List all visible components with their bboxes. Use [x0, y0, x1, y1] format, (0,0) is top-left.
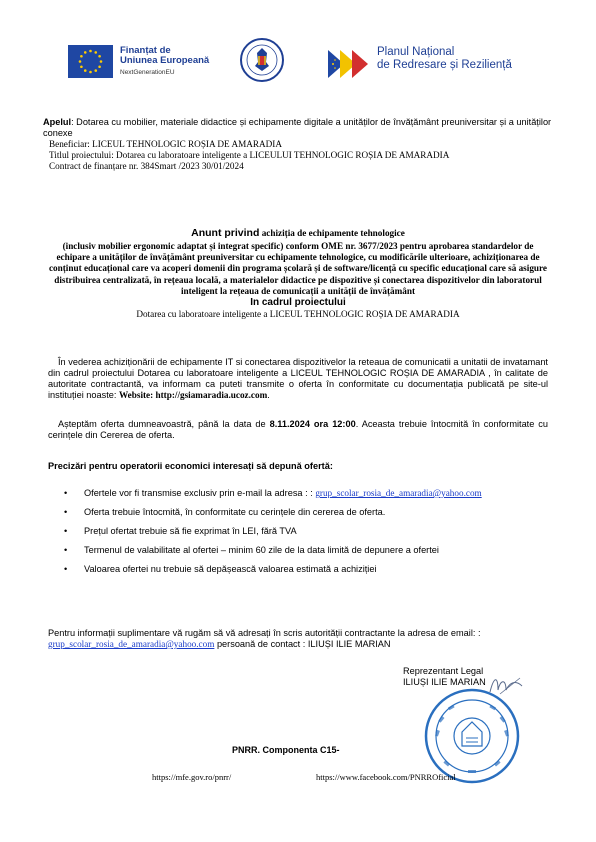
list-item	[64, 545, 544, 556]
signature-role: Reprezentant Legal	[403, 666, 484, 676]
list-item	[64, 488, 544, 499]
in-cadrul-heading: In cadrul proiectului	[250, 297, 346, 309]
list-item	[64, 526, 544, 537]
eu-logo-line: Uniunea Europeană	[120, 55, 210, 66]
email-link[interactable]: grup_scolar_rosia_de_amaradia@yahoo.com	[315, 488, 482, 498]
beneficiar-line: Beneficiar: LICEUL TEHNOLOGIC ROȘIA DE AMARADIA	[49, 139, 282, 149]
precizari-list	[64, 488, 544, 575]
intro-paragraph	[48, 357, 548, 401]
list-item-text: Termenul de valabilitate al ofertei – minim 60 zile de la data limită de depunere a ofertei	[84, 545, 439, 555]
announcement-heading: Anunt privind	[191, 227, 260, 239]
official-stamp	[424, 688, 520, 784]
footer-link-facebook[interactable]: https://www.facebook.com/PNRROficial	[316, 772, 456, 782]
apel-text: : Dotarea cu mobilier, materiale didactice și echipamente digitale a unităților de învățământ preuniversitar și a unităților conexe	[43, 117, 552, 138]
pnrr-logo-line: Planul Național	[377, 46, 455, 58]
precizari-title: Precizări pentru operatorii economici interesați să depună ofertă:	[48, 461, 333, 471]
list-item	[64, 564, 544, 575]
deadline-text: Așteptăm oferta dumneavoastră, până la data de	[58, 419, 270, 429]
bullet-icon: •	[64, 526, 68, 536]
list-item-text: Prețul ofertat trebuie să fie exprimat în LEI, fără TVA	[84, 526, 297, 536]
footer-component: PNRR. Componenta C15-	[232, 745, 340, 755]
footer-link-mfe[interactable]: https://mfe.gov.ro/pnrr/	[152, 772, 232, 782]
contact-paragraph	[48, 628, 548, 650]
project-name: Dotarea cu laboratoare inteligente a LICEUL TEHNOLOGIC ROȘIA DE AMARADIA	[136, 309, 460, 320]
contact-email-link[interactable]: grup_scolar_rosia_de_amaradia@yahoo.com	[48, 639, 215, 649]
pnrr-logo-line: de Redresare și Reziliență	[377, 59, 512, 71]
paragraph-end: .	[267, 390, 270, 400]
bullet-icon: •	[64, 545, 68, 555]
signature-name: ILIUȘI ILIE MARIAN	[403, 677, 486, 687]
pnrr-logo	[326, 46, 370, 82]
announcement-block	[48, 223, 548, 320]
contact-text: Pentru informații suplimentare vă rugăm să vă adresați în scris autorității contractante la adresa de email: :	[48, 628, 481, 638]
list-item-text: Oferta trebuie întocmită, în conformitate cu cerințele din cererea de oferta.	[84, 507, 386, 517]
intro-block	[43, 117, 553, 172]
contract-line: Contract de finanțare nr. 384Smart /2023 30/01/2024	[49, 161, 244, 171]
website-link[interactable]: Website: http://gsiamaradia.ucoz.com	[119, 390, 268, 400]
apel-label: Apelul	[43, 117, 72, 127]
announcement-body: (inclusiv mobilier ergonomic adaptat și integrat specific) conform OME nr. 3677/2023 pentru aprobarea standardelor de echipare a unităților de învățământ preuniversitar cu echipamente tehnologice, cu modificările ulterioare, achiziționarea de conținut educațional care va acoperi domenii din programa școlară și de software/licență cu specific educațional care să asigure distribuirea centralizată, în rețeaua locală, a materialelor didactice pe dispozitive și conectarea dispozitivelor din laboratorul inteligent la rețeaua de comunicații a unității de învățământ	[48, 241, 548, 296]
bullet-icon: •	[64, 488, 68, 498]
government-emblem-logo	[240, 38, 284, 82]
bullet-icon: •	[64, 507, 68, 517]
list-item	[64, 507, 544, 518]
deadline-date: 8.11.2024 ora 12:00	[269, 419, 356, 429]
pnrr-logo-text	[377, 46, 512, 72]
announcement-heading-sub: achiziția de echipamente tehnologice	[259, 228, 405, 238]
list-item-text: Valoarea ofertei nu trebuie să depășească valoarea estimată a achiziției	[84, 564, 377, 574]
eu-flag-logo	[68, 45, 113, 78]
eu-logo-text	[120, 46, 209, 78]
bullet-icon: •	[64, 564, 68, 574]
paragraph-text: În vederea achiziționării de echipamente IT si conectarea dispozitivelor la reteaua de comunicatii a unitatii de invatamant din cadrul proiectului Dotarea cu laboratoare inteligente a LICEUL TEHNOLOGIC ROȘIA DE AMARADIA , în calitate de autoritate contractantă, va informam ca puteti transmite o oferta în conformitate cu documentația publicată pe site-ul instituției noaste:	[48, 357, 548, 400]
contact-person: persoană de contact : ILIUȘI ILIE MARIAN	[214, 639, 391, 649]
deadline-after: . Aceasta trebuie întocmită în conformitate cu cerințele din Cererea de oferta.	[48, 419, 549, 440]
project-title-line: Titlul proiectului: Dotarea cu laboratoare inteligente a LICEULUI TEHNOLOGIC ROȘIA DE AMARADIA	[49, 150, 450, 160]
list-item-text: Ofertele vor fi transmise exclusiv prin e-mail la adresa : :	[84, 488, 316, 498]
eu-logo-line: Finanțat de	[120, 45, 171, 56]
deadline-paragraph	[48, 419, 548, 441]
eu-logo-line: NextGenerationEU	[120, 69, 175, 76]
